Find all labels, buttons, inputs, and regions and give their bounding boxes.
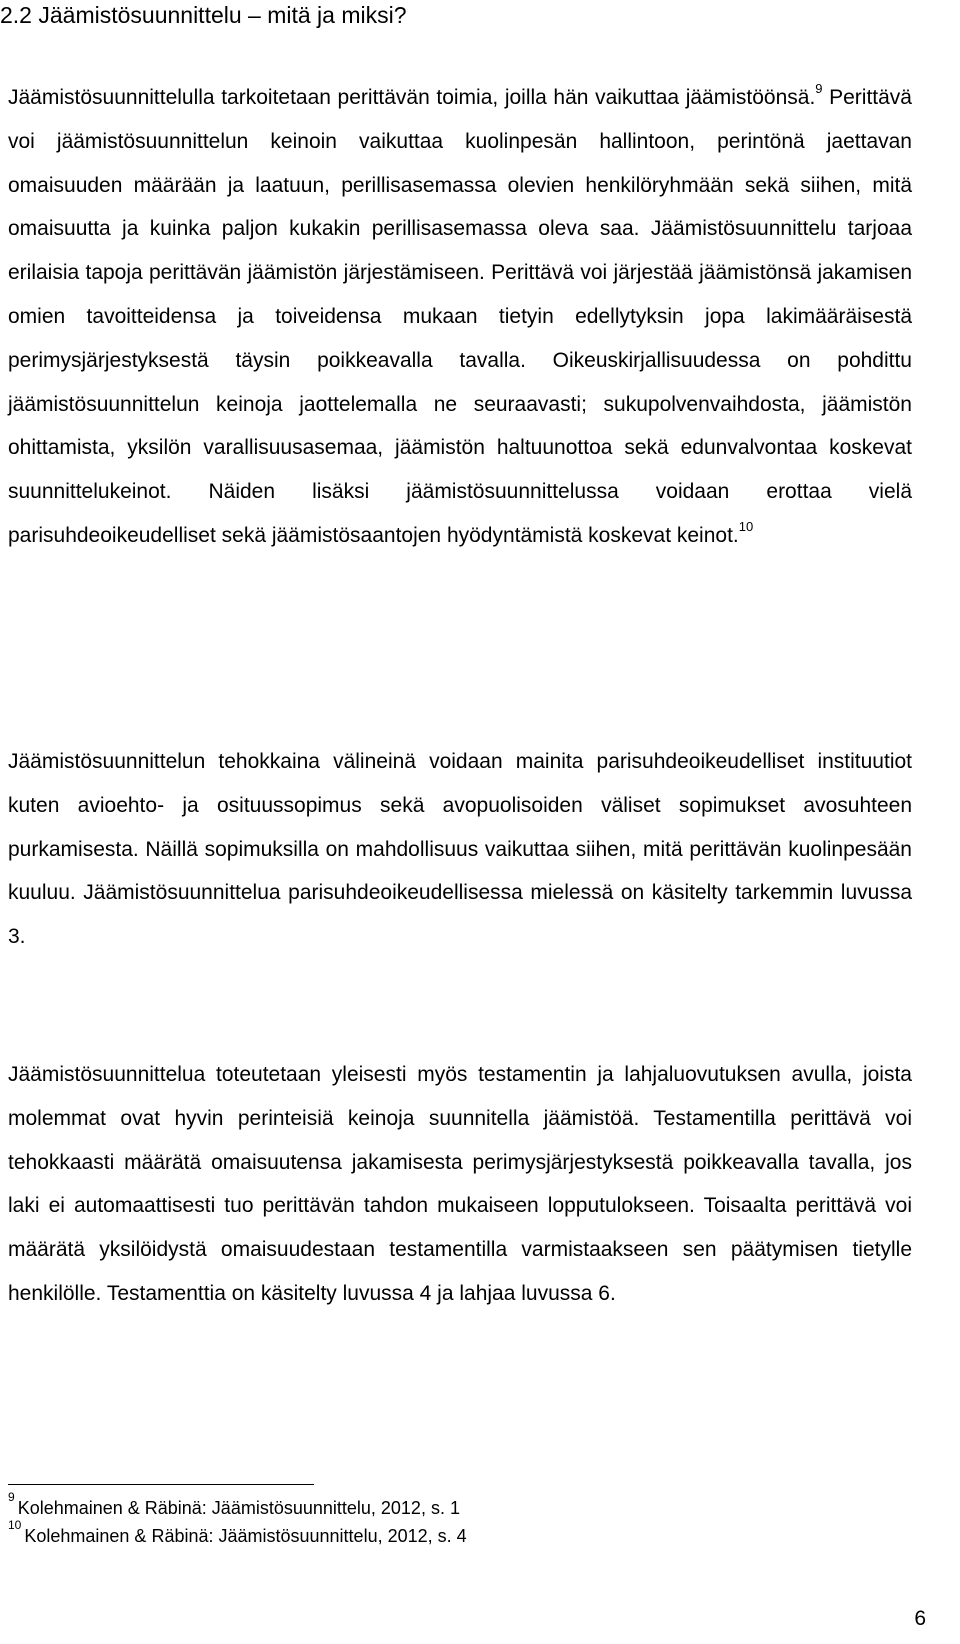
paragraph-2: Jäämistösuunnittelun tehokkaina välineinä voidaan mainita parisuhdeoikeudelliset instituutiot kuten avioehto- ja osituussopimus sekä avopuolisoiden väliset sopimukset avosuhteen purkamisesta. Näillä sopimuksilla on mahdollisuus vaikuttaa siihen, mitä perittävän kuolinpesään kuuluu. Jäämistösuunnittelua parisuhdeoikeudellisessa mielessä on käsitelty tarkemmin luvussa 3. [8, 750, 912, 949]
footnote-text: Kolehmainen & Räbinä: Jäämistösuunnittelu, 2012, s. 4 [24, 1526, 467, 1546]
page-number: 6 [914, 1607, 926, 1630]
footnote-number: 10 [8, 1518, 22, 1532]
footnote-10 [8, 1518, 467, 1548]
paragraph-1-text-b: Perittävä voi jäämistösuunnittelun keinoin vaikuttaa kuolinpesän hallintoon, perintönä jaettavan omaisuuden määrään ja laatuun, perillisasemassa olevien henkilöryhmään sekä siihen, mitä omaisuutta ja kuinka paljon kukakin perillisasemassa oleva saa. Jäämistösuunnittelu tarjoaa erilaisia tapoja perittävän jäämistön järjestämiseen. Perittävä voi järjestää jäämistönsä jakamisen omien tavoitteidensa ja toiveidensa mukaan tietyin edellytyksin jopa lakimääräisestä perimysjärjestyksestä täysin poikkeavalla tavalla. Oikeuskirjallisuudessa on pohdittu jäämistösuunnittelun keinoja jaottelemalla ne seuraavasti; sukupolvenvaihdosta, jäämistön ohittamista, yksilön varallisuusasemaa, jäämistön haltuunottoa sekä edunvalvontaa koskevat suunnittelukeinot. Näiden lisäksi jäämistösuunnittelussa voidaan erottaa vielä parisuhdeoikeudelliset sekä jäämistösaantojen hyödyntämistä koskevat keinot. [8, 86, 912, 547]
paragraph-1 [8, 76, 912, 558]
paragraph-3: Jäämistösuunnittelua toteutetaan yleisesti myös testamentin ja lahjaluovutuksen avulla, joista molemmat ovat hyvin perinteisiä keinoja suunnitella jäämistöä. Testamentilla perittävä voi tehokkaasti määrätä omaisuutensa jakamisesta perimysjärjestyksestä poikkeavalla tavalla, jos laki ei automaattisesti tuo perittävän tahdon mukaiseen lopputulokseen. Toisaalta perittävä voi määrätä yksilöidystä omaisuudestaan testamentilla varmistaakseen sen päätymisen tietylle henkilölle. Testamenttia on käsitelty luvussa 4 ja lahjaa luvussa 6. [8, 1063, 912, 1305]
footnote-ref-9[interactable]: 9 [815, 81, 823, 96]
footnote-separator [8, 1484, 314, 1485]
footnote-9 [8, 1490, 460, 1520]
section-heading: 2.2 Jäämistösuunnittelu – mitä ja miksi? [0, 2, 407, 28]
paragraph-1-text-a: Jäämistösuunnittelulla tarkoitetaan perittävän toimia, joilla hän vaikuttaa jäämistöönsä. [8, 86, 816, 109]
footnote-ref-10[interactable]: 10 [738, 518, 754, 534]
footnote-number: 9 [8, 1490, 15, 1504]
footnote-text: Kolehmainen & Räbinä: Jäämistösuunnittelu, 2012, s. 1 [17, 1498, 460, 1518]
